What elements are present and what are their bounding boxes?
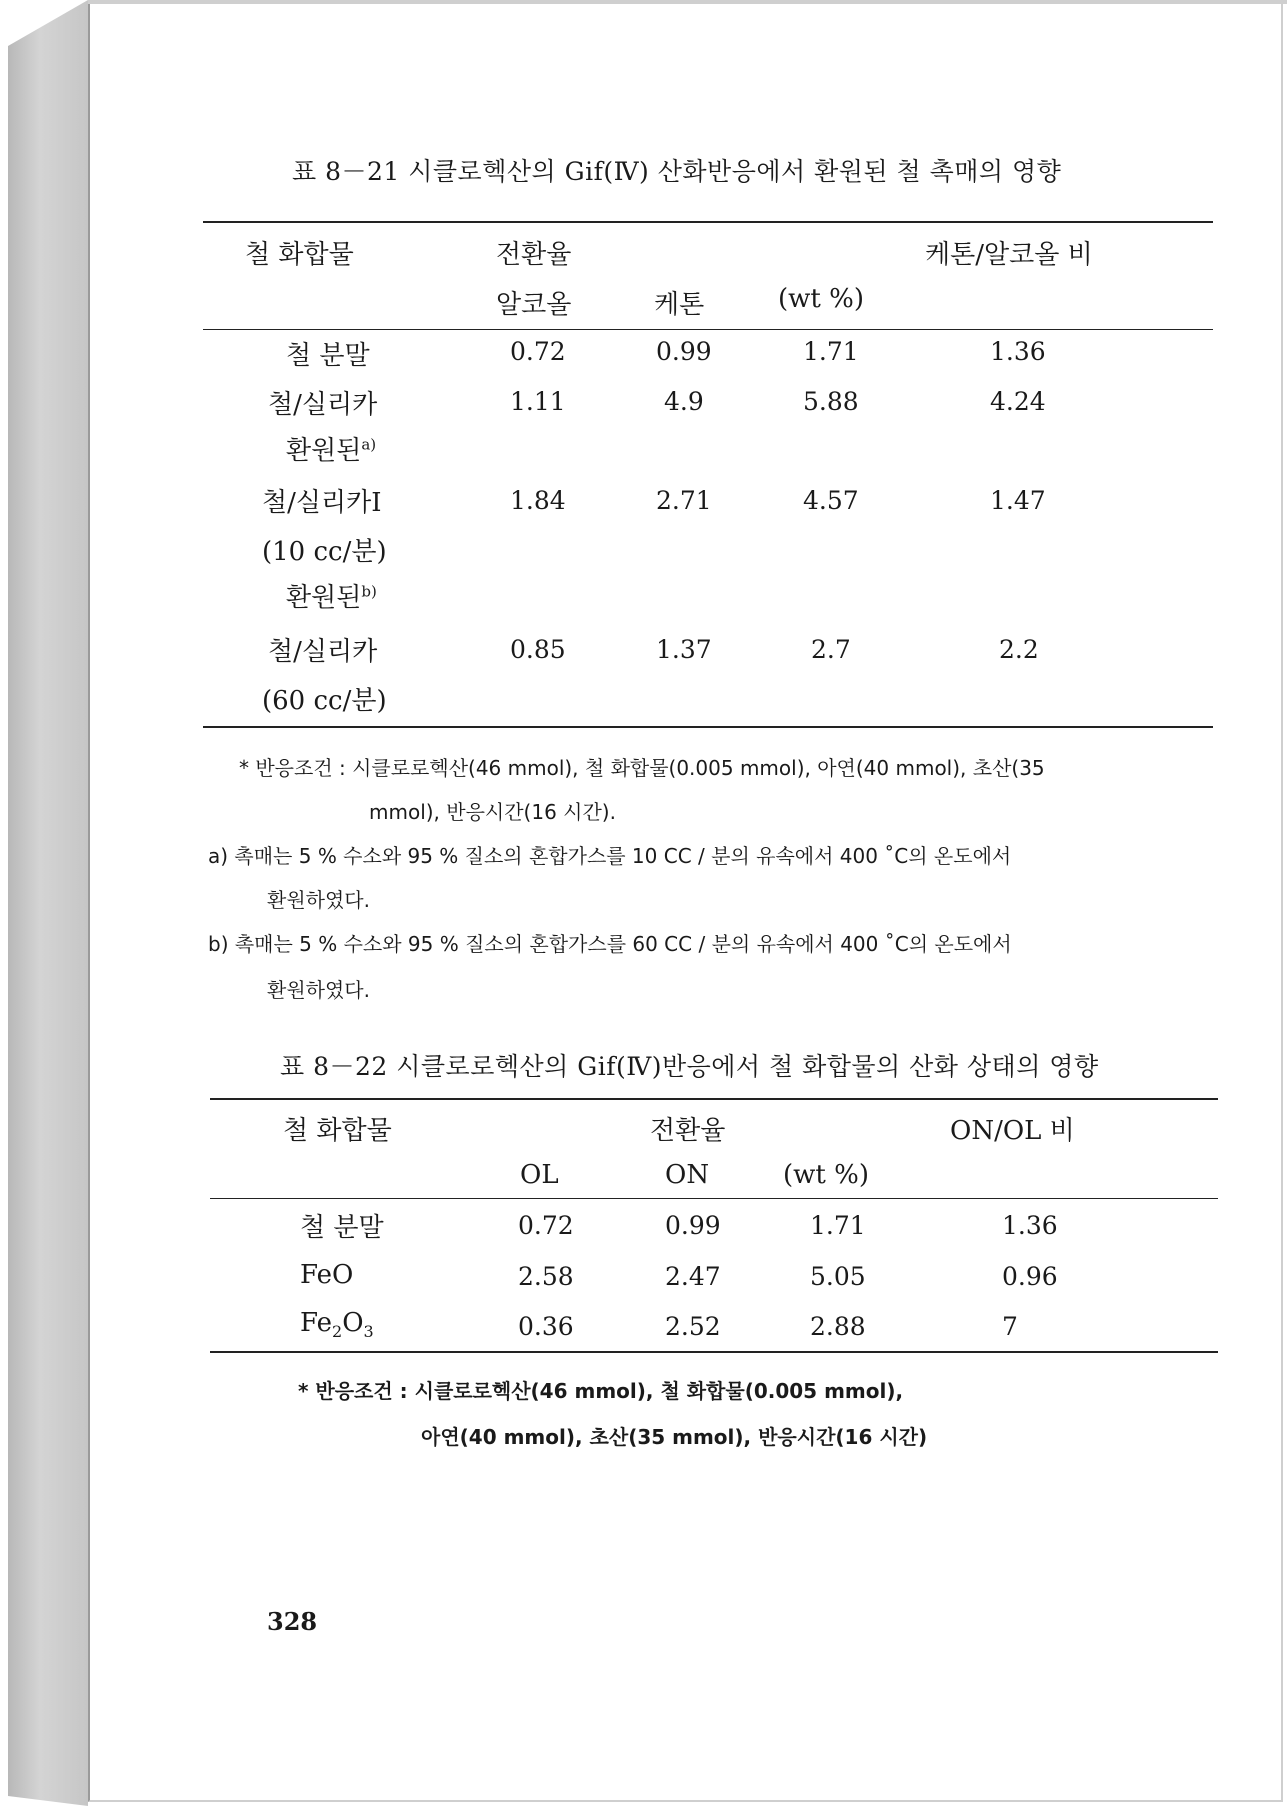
table1-row4-ratio: 2.2	[999, 635, 1039, 664]
table2-note-condition-line1: * 반응조건 : 시클로로헥산(46 mmol), 철 화합물(0.005 mmol),	[298, 1379, 904, 1403]
table2-header-rule	[210, 1198, 1218, 1199]
table2-header-on: ON	[665, 1160, 710, 1190]
table1-row3-compound-line3	[286, 577, 377, 614]
table1-note-condition-line2: mmol), 반응시간(16 시간).	[369, 800, 616, 824]
table1-row2-compound-line1: 철/실리카	[268, 390, 378, 420]
table2-header-conversion: 전환율	[650, 1116, 726, 1146]
table1-header-rule	[203, 329, 1213, 330]
table2-caption: 표 8－22 시클로로헥산의 Gif(Ⅳ)반응에서 철 화합물의 산화 상태의 영향	[280, 1052, 1099, 1081]
table1-row1-total: 1.71	[803, 337, 859, 366]
table1-note-b-line1: b) 촉매는 5 % 수소와 95 % 질소의 혼합가스를 60 CC / 분의 유속에서 400 ˚C의 온도에서	[208, 932, 1012, 956]
table1-bottom-rule	[203, 726, 1213, 728]
table1-header-alcohol: 알코올	[496, 290, 572, 320]
table1-row1-alcohol: 0.72	[510, 337, 566, 366]
table1-row3-footnote-mark: b)	[361, 582, 377, 601]
table2-header-ratio: ON/OL 비	[950, 1116, 1075, 1146]
table2-row2-ol: 2.58	[518, 1262, 574, 1291]
table1-row1-compound: 철 분말	[286, 341, 370, 371]
table1-row3-ratio: 1.47	[990, 486, 1046, 515]
table1-row2-ratio: 4.24	[990, 387, 1046, 416]
table1-header-conversion: 전환율	[496, 240, 572, 270]
table2-header-unit: (wt %)	[783, 1160, 869, 1190]
book-page	[88, 4, 1283, 1802]
table1-row4-compound-line2: (60 cc/분)	[262, 686, 387, 716]
table1-row3-compound-line2: (10 cc/분)	[262, 537, 387, 567]
table2-row1-total: 1.71	[810, 1211, 866, 1240]
table1-note-a-line1: a) 촉매는 5 % 수소와 95 % 질소의 혼합가스를 10 CC / 분의 유속에서 400 ˚C의 온도에서	[208, 844, 1012, 868]
table2-row3-on: 2.52	[665, 1312, 721, 1341]
table1-note-condition-line1: * 반응조건 : 시클로로헥산(46 mmol), 철 화합물(0.005 mmol), 아연(40 mmol), 초산(35	[239, 756, 1045, 780]
table1-row4-compound-line1: 철/실리카	[268, 637, 378, 667]
table2-row3-compound	[300, 1308, 374, 1341]
table1-caption: 표 8－21 시클로헥산의 Gif(Ⅳ) 산화반응에서 환원된 철 촉매의 영향	[292, 157, 1062, 186]
table1-top-rule	[203, 221, 1213, 223]
book-side-edge	[8, 0, 88, 1806]
table2-row3-ol: 0.36	[518, 1312, 574, 1341]
table1-row2-reduced-label: 환원된	[286, 436, 362, 466]
table2-row2-on: 2.47	[665, 1262, 721, 1291]
table1-row4-ketone: 1.37	[656, 635, 712, 664]
table1-row1-ketone: 0.99	[656, 337, 712, 366]
table2-note-condition-line2: 아연(40 mmol), 초산(35 mmol), 반응시간(16 시간)	[421, 1425, 928, 1449]
table1-header-ratio: 케톤/알코올 비	[925, 240, 1093, 270]
table2-row2-total: 5.05	[810, 1262, 866, 1291]
table1-row4-total: 2.7	[811, 635, 851, 664]
table2-row3-o: O	[342, 1308, 364, 1338]
table2-row3-sub2: 3	[363, 1322, 374, 1342]
table2-row3-ratio: 7	[1002, 1312, 1018, 1341]
page-number: 328	[267, 1607, 318, 1636]
table1-row1-ratio: 1.36	[990, 337, 1046, 366]
table2-top-rule	[210, 1098, 1218, 1100]
table1-row2-total: 5.88	[803, 387, 859, 416]
table1-header-unit: (wt %)	[778, 284, 864, 314]
table1-note-a-line2: 환원하였다.	[267, 888, 370, 912]
table1-row3-alcohol: 1.84	[510, 486, 566, 515]
table2-header-compound: 철 화합물	[283, 1116, 392, 1146]
table1-row3-ketone: 2.71	[656, 486, 712, 515]
table1-row3-reduced-label: 환원된	[286, 583, 362, 613]
table2-bottom-rule	[210, 1351, 1218, 1353]
table1-row4-alcohol: 0.85	[510, 635, 566, 664]
table1-row2-ketone: 4.9	[664, 387, 704, 416]
table1-row2-compound-line2	[286, 430, 376, 467]
table2-row1-compound: 철 분말	[300, 1213, 384, 1243]
table2-header-ol: OL	[520, 1160, 559, 1190]
table1-row2-footnote-mark: a)	[361, 435, 377, 454]
table1-header-ketone: 케톤	[654, 290, 705, 320]
table2-row1-on: 0.99	[665, 1211, 721, 1240]
table1-row3-compound-line1: 철/실리카Ⅰ	[262, 488, 382, 518]
table2-row2-compound: FeO	[300, 1260, 354, 1290]
table2-row1-ratio: 1.36	[1002, 1211, 1058, 1240]
table1-note-b-line2: 환원하였다.	[267, 978, 370, 1002]
table1-row2-alcohol: 1.11	[510, 387, 566, 416]
table1-header-compound: 철 화합물	[245, 240, 354, 270]
table2-row2-ratio: 0.96	[1002, 1262, 1058, 1291]
table2-row3-sub1: 2	[332, 1322, 343, 1342]
table2-row1-ol: 0.72	[518, 1211, 574, 1240]
table2-row3-fe: Fe	[300, 1308, 333, 1338]
table1-row3-total: 4.57	[803, 486, 859, 515]
table2-row3-total: 2.88	[810, 1312, 866, 1341]
